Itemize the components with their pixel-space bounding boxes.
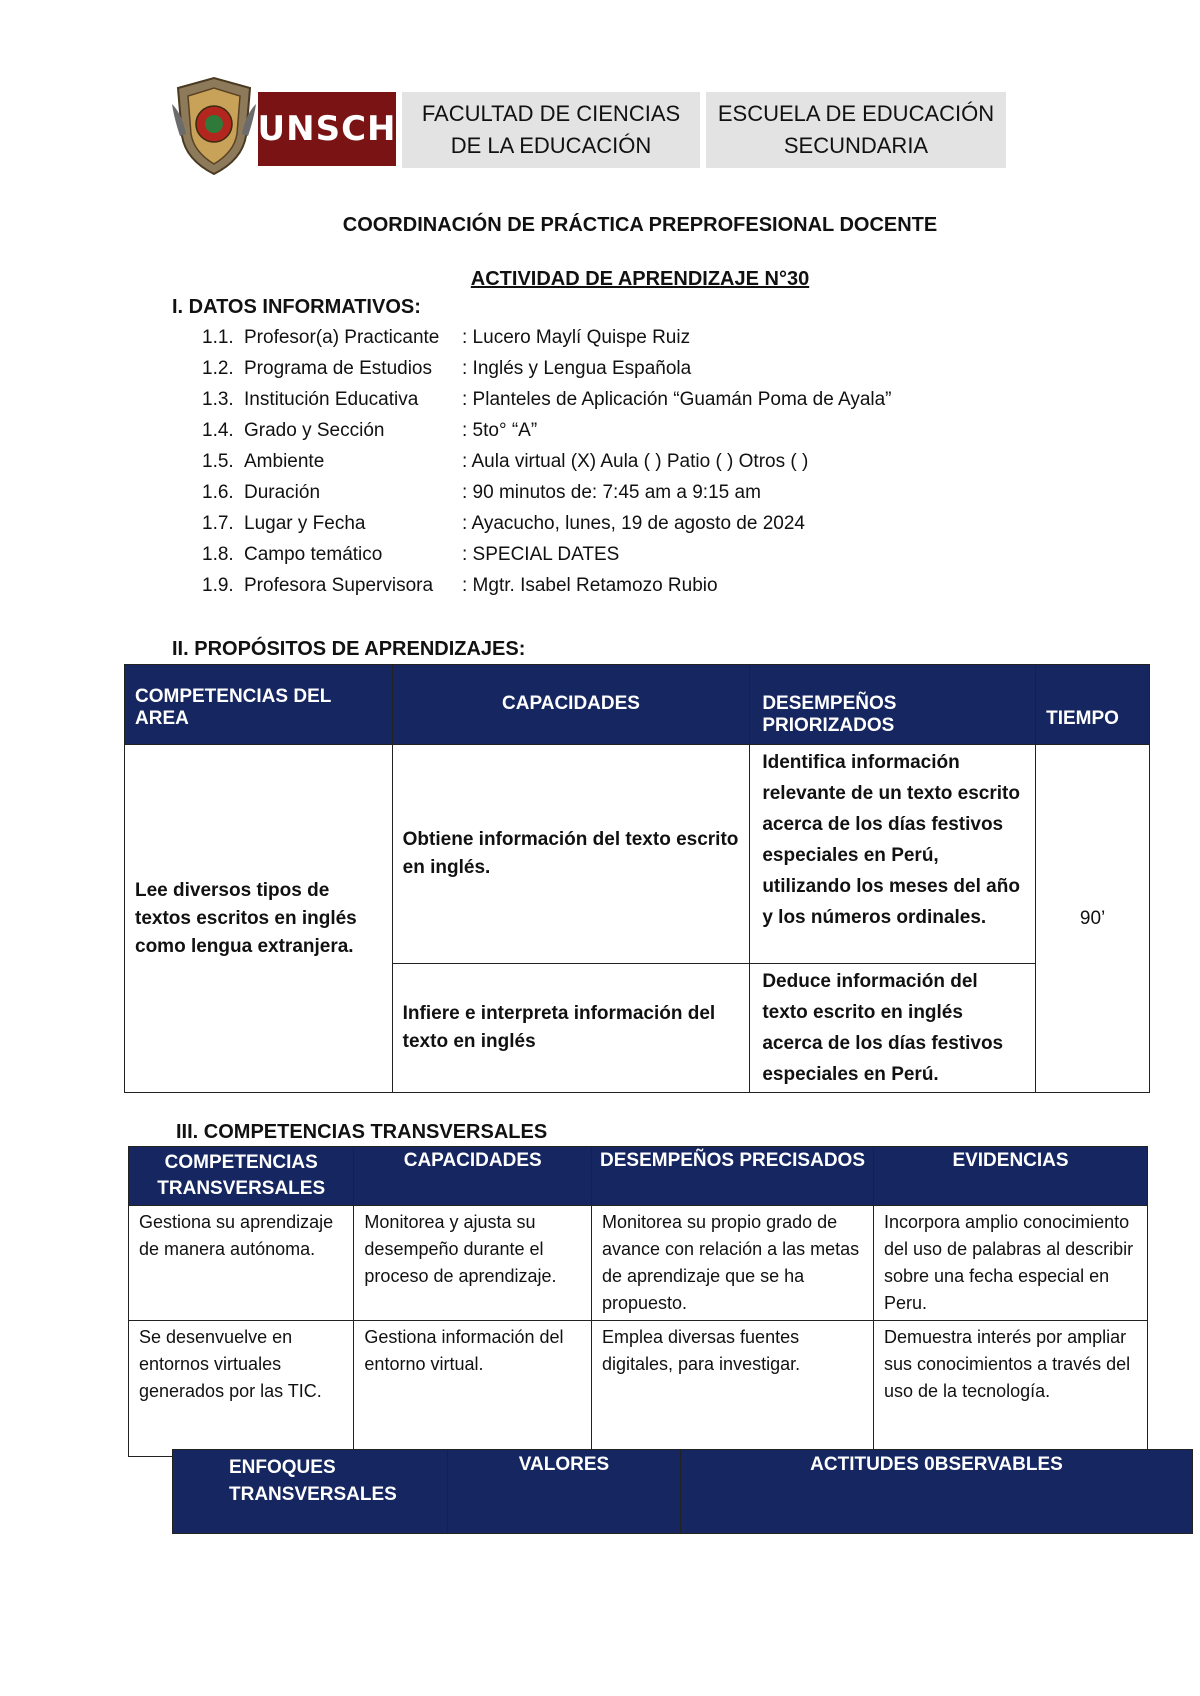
faculty-line-1: FACULTAD DE CIENCIAS (421, 101, 681, 126)
time-cell: 90’ (1036, 745, 1150, 1093)
table-row (129, 1321, 1148, 1457)
info-number: 1.7. (202, 513, 234, 534)
university-seal-icon (172, 74, 256, 178)
info-value: : Planteles de Aplicación “Guamán Poma de Ayala” (462, 389, 892, 410)
info-row (202, 542, 619, 568)
header-actitudes: ACTITUDES 0BSERVABLES (681, 1450, 1193, 1534)
table-cell: Demuestra interés por ampliar sus conocimientos a través del uso de la tecnología. (874, 1321, 1148, 1457)
coordination-title: COORDINACIÓN DE PRÁCTICA PREPROFESIONAL DOCENTE (342, 214, 938, 236)
table-header-row (125, 665, 1150, 745)
info-number: 1.5. (202, 451, 234, 472)
info-row (202, 418, 537, 444)
section-1-heading: I. DATOS INFORMATIVOS: (172, 296, 421, 318)
info-row (202, 387, 892, 413)
performance-cell: Identifica información relevante de un texto escrito acerca de los días festivos especiales en Perú, utilizando los meses del año y los números ordinales. (750, 745, 1036, 964)
info-row (202, 480, 761, 506)
table-cell: Gestiona información del entorno virtual. (354, 1321, 592, 1457)
info-row (202, 356, 691, 382)
transversal-competencies-table (128, 1146, 1148, 1457)
competence-cell: Lee diversos tipos de textos escritos en inglés como lengua extranjera. (125, 745, 393, 1093)
transversal-approaches-table (172, 1449, 1193, 1534)
table-header-row (173, 1450, 1193, 1534)
table-header-row (129, 1147, 1148, 1206)
header-valores: VALORES (448, 1450, 681, 1534)
performance-cell: Deduce información del texto escrito en inglés acerca de los días festivos especiales en Perú. (750, 964, 1036, 1093)
header-competencias: COMPETENCIAS DEL AREA (125, 665, 393, 745)
info-number: 1.6. (202, 482, 234, 503)
info-label: Ambiente (244, 451, 325, 472)
school-line-2: SECUNDARIA (783, 133, 929, 158)
info-label: Campo temático (244, 544, 383, 565)
info-number: 1.4. (202, 420, 234, 441)
faculty-box (402, 92, 700, 168)
table-cell: Gestiona su aprendizaje de manera autónoma. (129, 1206, 354, 1321)
table-row (125, 745, 1150, 964)
info-row (202, 573, 718, 599)
capacity-cell: Infiere e interpreta información del texto en inglés (392, 964, 750, 1093)
info-label: Institución Educativa (244, 389, 419, 410)
header-capacidades: CAPACIDADES (354, 1147, 592, 1206)
info-value: : 5to° “A” (462, 420, 538, 441)
header-desempenos-precisados: DESEMPEÑOS PRECISADOS (591, 1147, 873, 1206)
info-value: : SPECIAL DATES (462, 544, 620, 565)
info-row (202, 511, 805, 537)
info-row (202, 325, 690, 351)
unsch-logo (258, 92, 396, 166)
info-value: : Mgtr. Isabel Retamozo Rubio (462, 575, 718, 596)
header-desempenos: DESEMPEÑOS PRIORIZADOS (750, 665, 1036, 745)
info-value: : Ayacucho, lunes, 19 de agosto de 2024 (462, 513, 805, 534)
info-row (202, 449, 808, 475)
table-cell: Se desenvuelve en entornos virtuales generados por las TIC. (129, 1321, 354, 1457)
table-row (129, 1206, 1148, 1321)
info-label: Duración (244, 482, 321, 503)
info-value: : Lucero Maylí Quispe Ruiz (462, 327, 691, 348)
activity-title: ACTIVIDAD DE APRENDIZAJE N°30 (470, 268, 810, 290)
header-capacidades: CAPACIDADES (392, 665, 750, 745)
info-number: 1.9. (202, 575, 234, 596)
table-cell: Incorpora amplio conocimiento del uso de palabras al describir sobre una fecha especial en Peru. (874, 1206, 1148, 1321)
info-number: 1.3. (202, 389, 234, 410)
header-tiempo: TIEMPO (1036, 665, 1150, 745)
info-number: 1.8. (202, 544, 234, 565)
info-value: : Aula virtual (X) Aula ( ) Patio ( ) Otros ( ) (462, 451, 809, 472)
faculty-line-2: DE LA EDUCACIÓN (450, 133, 652, 158)
header-evidencias: EVIDENCIAS (874, 1147, 1148, 1206)
school-box (706, 92, 1006, 168)
info-number: 1.1. (202, 327, 234, 348)
info-value: : Inglés y Lengua Española (462, 358, 692, 379)
school-line-1: ESCUELA DE EDUCACIÓN (717, 101, 995, 126)
table-cell: Monitorea y ajusta su desempeño durante el proceso de aprendizaje. (354, 1206, 592, 1321)
section-3-heading: III. COMPETENCIAS TRANSVERSALES (176, 1121, 548, 1143)
logo-text: UNSCH (257, 109, 397, 149)
capacity-cell: Obtiene información del texto escrito en inglés. (392, 745, 750, 964)
info-label: Grado y Sección (244, 420, 385, 441)
info-label: Profesora Supervisora (244, 575, 434, 596)
table-cell: Emplea diversas fuentes digitales, para investigar. (591, 1321, 873, 1457)
section-2-heading: II. PROPÓSITOS DE APRENDIZAJES: (172, 638, 526, 660)
learning-purposes-table (124, 664, 1150, 1093)
info-label: Profesor(a) Practicante (244, 327, 440, 348)
header-enfoques: ENFOQUES TRANSVERSALES (173, 1450, 448, 1534)
info-value: : 90 minutos de: 7:45 am a 9:15 am (462, 482, 761, 503)
info-number: 1.2. (202, 358, 234, 379)
info-label: Lugar y Fecha (244, 513, 366, 534)
table-cell: Monitorea su propio grado de avance con relación a las metas de aprendizaje que se ha propuesto. (591, 1206, 873, 1321)
header-competencias-transversales: COMPETENCIAS TRANSVERSALES (129, 1147, 354, 1206)
info-label: Programa de Estudios (244, 358, 432, 379)
